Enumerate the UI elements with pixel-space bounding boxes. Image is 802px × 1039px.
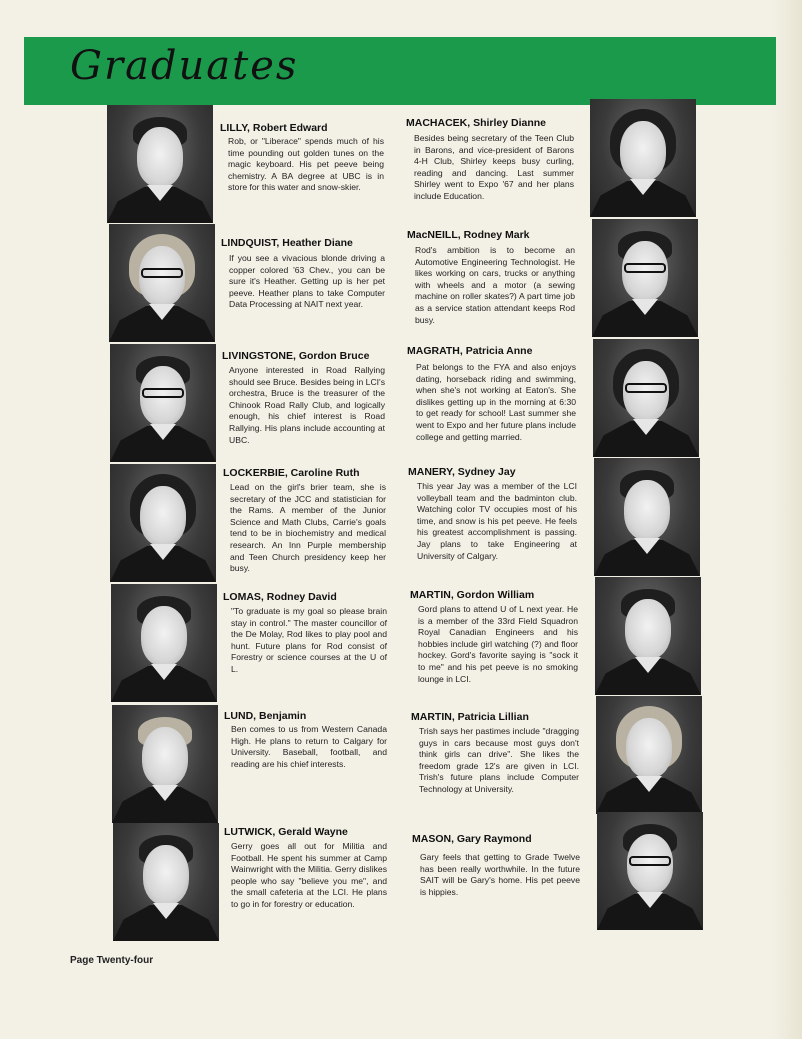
graduate-bio: Rod's ambition is to become an Automotive Engineering Technologist. He likes working on cars, trucks or anything with wheels and a motor (a sewing machine on roller skates?) A part time job as a service station attendant keeps Rod busy. — [415, 245, 575, 325]
graduate-bio: "To graduate is my goal so please brain stay in control." The master councillor of the De Molay, Rod likes to play pool and hunt. Future plans for Rod consist of Forestry or science courses at the U of L. — [231, 606, 387, 674]
graduate-name: LIVINGSTONE, Gordon Bruce — [222, 350, 370, 362]
page-number: Page Twenty-four — [70, 955, 154, 966]
graduate-name: LOMAS, Rodney David — [223, 591, 337, 603]
graduate-bio: Pat belongs to the FYA and also enjoys dating, horseback riding and swimming, when she's not working at Eaton's. She dislikes getting up in the morning at 6:30 to get ready for school! Last summer she went to Expo and her future plans include college and getting married. — [416, 362, 576, 442]
page-edge — [772, 0, 802, 1039]
graduate-bio: Lead on the girl's brier team, she is secretary of the JCC and statistician for the Rams. A member of the Junior Science and Math Clubs, Carrie's goals tend to be in biochemistry and medical research. An Inn Purple membership and Teen Church presidency keep her busy. — [230, 482, 386, 574]
graduate-bio: Gary feels that getting to Grade Twelve has been really worthwhile. In the future SAIT will be Gary's home. His pet peeve is hippies. — [420, 852, 580, 897]
graduate-bio: If you see a vivacious blonde driving a copper colored '63 Chev., you can be sure it's Heather. Getting up is her pet peeve. Heather plans to take Computer Data Processing at NAIT next year. — [229, 253, 385, 310]
graduate-bio: Ben comes to us from Western Canada High. He plans to return to Calgary for University. Baseball, football, and reading are his chief interests. — [231, 724, 387, 769]
graduate-bio: Besides being secretary of the Teen Club in Barons, and vice-president of Barons 4-H Club, Shirley keeps busy curling, reading and dancing. Last summer Shirley went to Expo '67 and her plans include Education. — [414, 133, 574, 201]
graduate-name: MANERY, Sydney Jay — [408, 466, 516, 478]
graduate-name: LUTWICK, Gerald Wayne — [224, 826, 348, 838]
graduate-bio: Rob, or "Liberace" spends much of his time pounding out golden tunes on the magic keyboard. His pet peeve being chemistry. A BA degree at UBC is in store for this water and snow-skier. — [228, 136, 384, 193]
graduate-bio: Trish says her pastimes include "dragging guys in cars because most guys don't think girls can drive". She likes the freedom grade 12's are given in LCI. Trish's future plans include Computer Technology at University. — [419, 726, 579, 794]
graduate-photo — [110, 344, 216, 462]
graduate-name: MASON, Gary Raymond — [412, 833, 532, 845]
graduate-photo — [592, 219, 698, 337]
graduate-name: LINDQUIST, Heather Diane — [221, 237, 353, 249]
graduate-name: MACHACEK, Shirley Dianne — [406, 117, 547, 129]
title-banner — [24, 37, 776, 105]
graduate-photo — [593, 339, 699, 457]
graduate-photo — [594, 458, 700, 576]
graduate-bio: Gerry goes all out for Militia and Football. He spent his summer at Camp Wainwright with the Militia. Gerry dislikes people who say "believe you me", and the small cafeteria at the LCI. He plans to go in for forestry or education. — [231, 841, 387, 909]
graduate-photo — [596, 696, 702, 814]
graduate-name: MacNEILL, Rodney Mark — [407, 229, 530, 241]
graduate-name: LOCKERBIE, Caroline Ruth — [223, 467, 360, 479]
graduate-photo — [109, 224, 215, 342]
graduate-name: MARTIN, Patricia Lillian — [411, 711, 529, 723]
graduate-name: MARTIN, Gordon William — [410, 589, 535, 601]
page-title: Graduates — [70, 43, 299, 89]
graduate-name: MAGRATH, Patricia Anne — [407, 345, 533, 357]
graduate-photo — [107, 105, 213, 223]
graduate-photo — [113, 823, 219, 941]
graduate-name: LUND, Benjamin — [224, 710, 307, 722]
graduate-bio: This year Jay was a member of the LCI volleyball team and the badminton club. Watching color TV occupies most of his time, and snow is his pet peeve. He feels his greatest accomplishment is passing. Jay plans to take Engineering at University of Calgary. — [417, 481, 577, 561]
graduate-photo — [595, 577, 701, 695]
graduate-bio: Gord plans to attend U of L next year. He is a member of the 33rd Field Squadron Royal Canadian Engineers and his hobbies include girl watching (?) and floor hockey. Gord's favorite saying is "sock it to me" and his pet peeve is no smoking lounge in LCI. — [418, 604, 578, 684]
graduate-bio: Anyone interested in Road Rallying should see Bruce. Besides being in LCI's orchestra, Bruce is the treasurer of the Chinook Road Rally Club, and logically enough, his chief interest is Road Rallying. His plans include accounting at UBC. — [229, 365, 385, 445]
graduate-photo — [110, 464, 216, 582]
graduate-photo — [111, 584, 217, 702]
graduate-photo — [597, 812, 703, 930]
graduate-name: LILLY, Robert Edward — [220, 122, 328, 134]
graduate-photo — [112, 705, 218, 823]
graduate-photo — [590, 99, 696, 217]
